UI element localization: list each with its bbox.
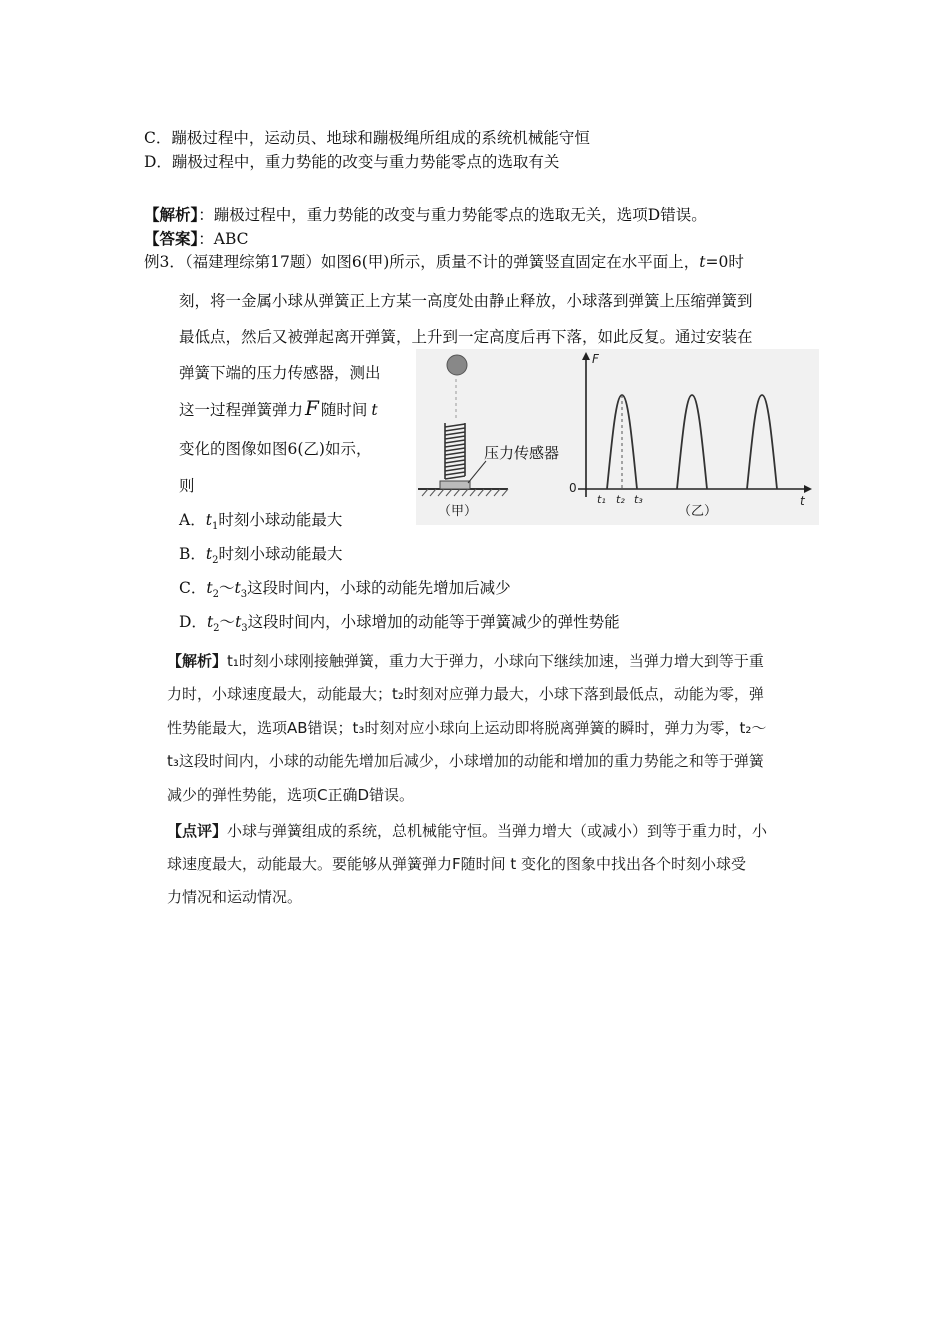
choice-b-t: t (205, 545, 213, 563)
example3-line1-end: =0时 (705, 253, 744, 271)
analysis-line5: 减少的弹性势能，选项C正确D错误。 (167, 786, 415, 804)
analysis-line2: 力时，小球速度最大，动能最大；t₂时刻对应弹力最大，小球下落到最低点，动能为零，弹 (167, 685, 764, 703)
example3-line6: 变化的图像如图6(乙)如示， (179, 440, 372, 458)
answer-prev (144, 229, 249, 249)
analysis-text1: t₁时刻小球刚接触弹簧，重力大于弹力，小球向下继续加速，当弹力增大到等于重 (227, 652, 764, 670)
choice-c-letter: C． (179, 579, 207, 597)
pressure-sensor (440, 481, 470, 489)
choice-d-letter: D． (179, 613, 207, 631)
choice-d-t1: t (206, 613, 214, 631)
answer-prev-text: ：ABC (198, 230, 249, 248)
choice-d-t2: t (235, 613, 242, 631)
t2-label: t₂ (616, 493, 625, 506)
analysis-line4: t₃这段时间内，小球的动能先增加后减少，小球增加的动能和增加的重力势能之和等于弹簧 (167, 752, 764, 770)
choice-a (179, 510, 342, 537)
sensor-label: 压力传感器 (484, 444, 560, 462)
option-c-prev: C．蹦极过程中，运动员、地球和蹦极绳所组成的系统机械能守恒 (144, 129, 590, 147)
time-symbol: t (371, 401, 378, 419)
choice-c-t2: t (234, 579, 241, 597)
example3-line5 (179, 398, 378, 420)
choice-b-sub: 2 (212, 555, 219, 567)
choice-d-text: 这段时间内，小球增加的动能等于弹簧减少的弹性势能 (247, 613, 620, 631)
example3-line1 (144, 252, 744, 272)
choice-a-text: 时刻小球动能最大 (218, 511, 343, 529)
choice-b (179, 544, 343, 571)
choice-c-text: 这段时间内，小球的动能先增加后减少 (247, 579, 511, 597)
comment-line2: 球速度最大，动能最大。要能够从弹簧弹力F随时间 t 变化的图象中找出各个时刻小球受 (167, 855, 747, 873)
choice-a-t: t (205, 511, 212, 529)
figure-6 (416, 349, 819, 525)
t-axis-label: t (800, 494, 805, 508)
origin-label: 0 (569, 481, 577, 495)
choice-d-s2: 3 (241, 623, 248, 635)
comment-label: 【点评】 (167, 822, 228, 840)
t1-label: t₁ (597, 493, 606, 506)
example3-line5-text: 这一过程弹簧弹力 (179, 401, 304, 419)
answer-prev-label: 【答案】 (144, 229, 199, 248)
choice-b-text: 时刻小球动能最大 (218, 545, 343, 563)
choice-d-tilde: ～ (219, 613, 236, 631)
example3-line5-mid: 随时间 (320, 401, 368, 419)
choice-d (179, 612, 620, 639)
f-axis-label: F (592, 352, 599, 366)
label-yi: （乙） (678, 504, 718, 519)
analysis-line1 (167, 651, 764, 671)
example3-line7: 则 (179, 477, 195, 495)
analysis-label: 【解析】 (167, 652, 228, 670)
choice-c-s1: 2 (212, 589, 219, 601)
option-d-prev: D．蹦极过程中，重力势能的改变与重力势能零点的选取有关 (144, 153, 560, 171)
analysis-prev-text: ：蹦极过程中，重力势能的改变与重力势能零点的选取无关，选项D错误。 (198, 206, 707, 224)
choice-a-letter: A． (179, 511, 206, 529)
metal-ball (447, 355, 467, 375)
analysis-line3: 性势能最大，选项AB错误；t₃时刻对应小球向上运动即将脱离弹簧的瞬时，弹力为零，t₂～ (167, 719, 767, 737)
example3-line4: 弹簧下端的压力传感器，测出 (179, 364, 381, 382)
force-symbol: F (305, 396, 319, 420)
choice-c-tilde: ～ (218, 579, 235, 597)
comment-line1 (167, 821, 767, 841)
analysis-prev-label: 【解析】 (144, 205, 199, 224)
choice-b-letter: B． (179, 545, 206, 563)
choice-c-t1: t (206, 579, 213, 597)
example3-line2: 刻，将一金属小球从弹簧正上方某一高度处由静止释放，小球落到弹簧上压缩弹簧到 (179, 292, 753, 310)
figure-svg (416, 349, 819, 525)
comment-text1: 小球与弹簧组成的系统，总机械能守恒。当弹力增大（或减小）到等于重力时，小 (227, 822, 768, 840)
comment-line3: 力情况和运动情况。 (167, 888, 303, 906)
choice-a-sub: 1 (211, 521, 219, 533)
example3-t-symbol: t (699, 253, 706, 271)
choice-c-s2: 3 (240, 589, 248, 601)
label-jia: （甲） (438, 504, 478, 519)
t3-label: t₃ (634, 493, 643, 506)
example3-line3: 最低点，然后又被弹起离开弹簧，上升到一定高度后再下落，如此反复。通过安装在 (179, 328, 753, 346)
analysis-prev (144, 205, 707, 225)
choice-c (179, 578, 511, 605)
example3-line1-text: 例3．（福建理综第17题）如图6(甲)所示，质量不计的弹簧竖直固定在水平面上， (144, 253, 700, 271)
choice-d-s1: 2 (213, 623, 220, 635)
